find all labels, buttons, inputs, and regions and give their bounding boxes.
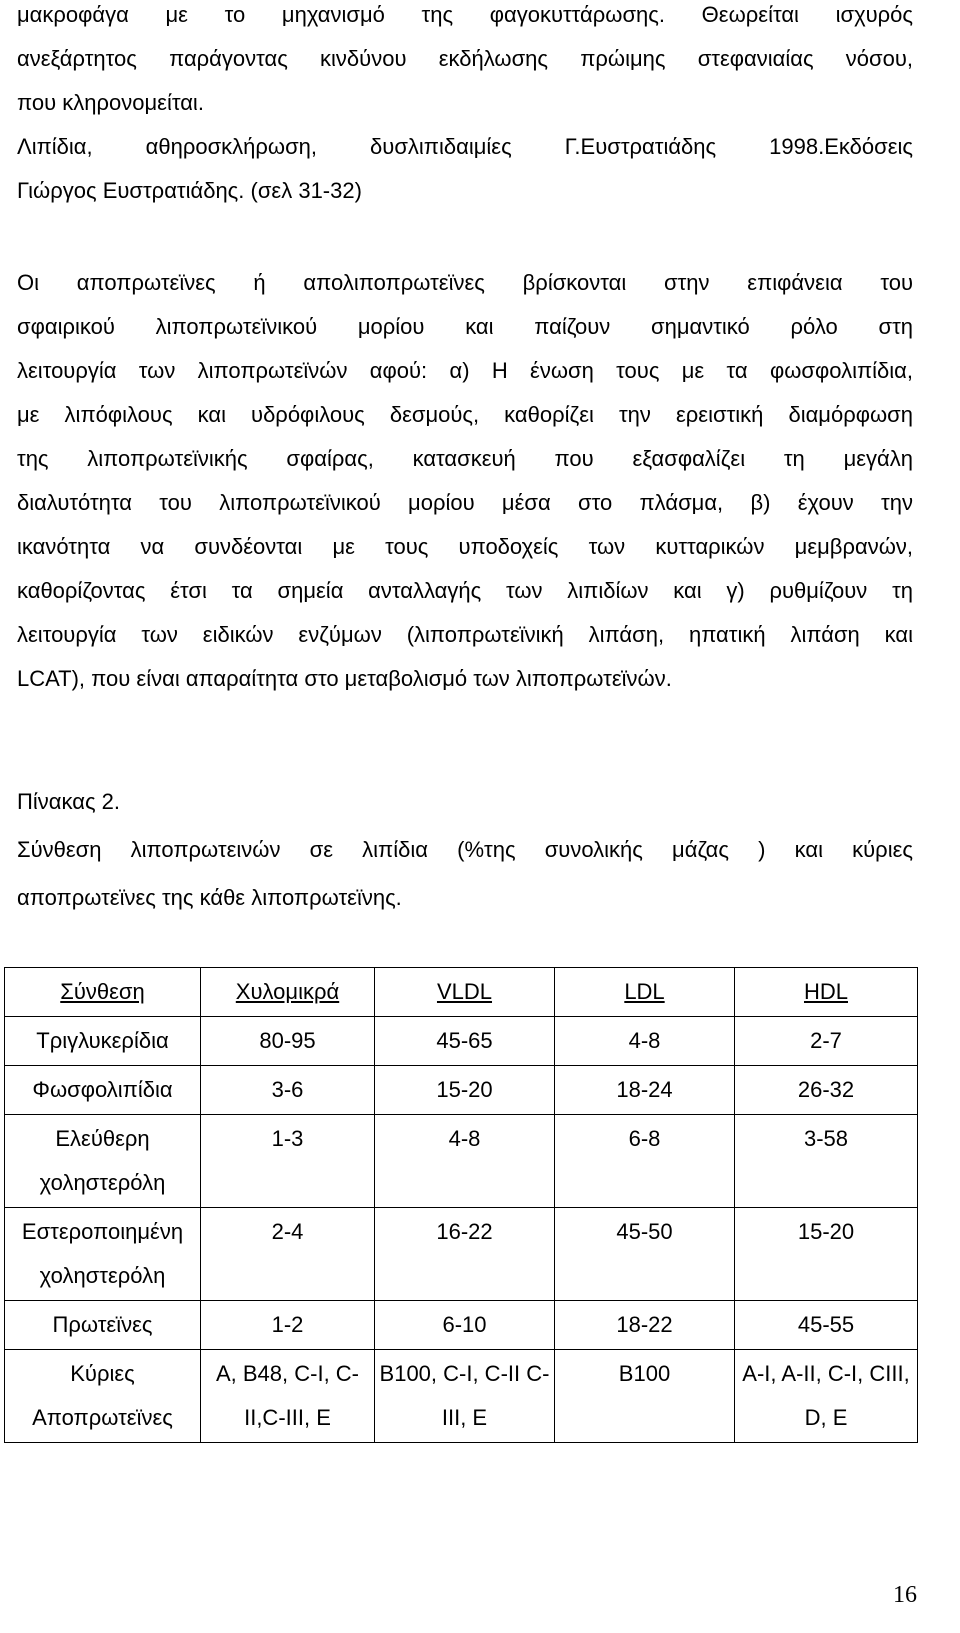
paragraph-2 <box>17 261 913 701</box>
table-cell: 4-8 <box>375 1115 555 1208</box>
table-cell: 4-8 <box>555 1017 735 1066</box>
table-row <box>5 1208 918 1301</box>
table-cell: 6-8 <box>555 1115 735 1208</box>
table-title: Πίνακας 2. <box>17 789 121 814</box>
table-cell: 2-7 <box>735 1017 918 1066</box>
table-cell: 18-24 <box>555 1066 735 1115</box>
lipoprotein-composition-table <box>4 967 918 1443</box>
column-header: HDL <box>735 968 918 1017</box>
table-cell: 26-32 <box>735 1066 918 1115</box>
row-label: Φωσφολιπίδια <box>5 1066 201 1115</box>
table-row <box>5 1301 918 1350</box>
table-cell: A, B48, C-I, C-II,C-III, E <box>201 1350 375 1443</box>
paragraph-1 <box>17 0 913 213</box>
citation-line: Γιώργος Ευστρατιάδης. (σελ 31-32) <box>17 178 362 203</box>
table-cell: 3-58 <box>735 1115 918 1208</box>
table-row <box>5 1350 918 1443</box>
table-header-row <box>5 968 918 1017</box>
text-line: Οι αποπρωτεϊνες ή απολιποπρωτεϊνες βρίσκονται στην επιφάνεια του <box>17 270 913 295</box>
table-row <box>5 1115 918 1208</box>
text-line: λειτουργία των λιποπρωτεϊνών αφού: α) Η ένωση τους με τα φωσφολιπίδια, <box>17 358 913 383</box>
table-row <box>5 1017 918 1066</box>
text-line: ανεξάρτητος παράγοντας κινδύνου εκδήλωσης πρώιμης στεφανιαίας νόσου, <box>17 46 913 71</box>
table-cell: 45-65 <box>375 1017 555 1066</box>
text-line: LCAT), που είναι απαραίτητα στο μεταβολισμό των λιποπρωτεϊνών. <box>17 666 672 691</box>
table-cell: 16-22 <box>375 1208 555 1301</box>
table-cell: 15-20 <box>735 1208 918 1301</box>
citation-line: Λιπίδια, αθηροσκλήρωση, δυσλιπιδαιμίες Γ.Ευστρατιάδης 1998.Εκδόσεις <box>17 134 913 159</box>
row-label: Κύριες Αποπρωτεϊνες <box>5 1350 201 1443</box>
table-cell: 3-6 <box>201 1066 375 1115</box>
table-row <box>5 1066 918 1115</box>
table-cell: 1-3 <box>201 1115 375 1208</box>
column-header: Χυλομικρά <box>201 968 375 1017</box>
table-caption <box>17 778 913 922</box>
table-caption-line: Σύνθεση λιποπρωτεινών σε λιπίδια (%της συνολικής μάζας ) και κύριες <box>17 837 913 862</box>
text-line: με λιπόφιλους και υδρόφιλους δεσμούς, καθορίζει την ερειστική διαμόρφωση <box>17 402 913 427</box>
page-number: 16 <box>893 1582 917 1608</box>
table-cell: A-I, A-II, C-I, CIII, D, E <box>735 1350 918 1443</box>
column-header: VLDL <box>375 968 555 1017</box>
column-header: Σύνθεση <box>5 968 201 1017</box>
table-cell: 2-4 <box>201 1208 375 1301</box>
table-cell: B100 <box>555 1350 735 1443</box>
column-header: LDL <box>555 968 735 1017</box>
text-line: μακροφάγα με το μηχανισμό της φαγοκυττάρωσης. Θεωρείται ισχυρός <box>17 2 913 27</box>
table-caption-line: αποπρωτεϊνες της κάθε λιποπρωτεϊνης. <box>17 885 402 910</box>
table-cell: 18-22 <box>555 1301 735 1350</box>
row-label: Πρωτεϊνες <box>5 1301 201 1350</box>
table-cell: 80-95 <box>201 1017 375 1066</box>
text-line: που κληρονομείται. <box>17 90 204 115</box>
text-line: της λιποπρωτεϊνικής σφαίρας, κατασκευή που εξασφαλίζει τη μεγάλη <box>17 446 913 471</box>
table-cell: 45-55 <box>735 1301 918 1350</box>
text-line: ικανότητα να συνδέονται με τους υποδοχείς των κυτταρικών μεμβρανών, <box>17 534 913 559</box>
text-line: διαλυτότητα του λιποπρωτεϊνικού μορίου μέσα στο πλάσμα, β) έχουν την <box>17 490 913 515</box>
table-cell: 15-20 <box>375 1066 555 1115</box>
table-cell: 6-10 <box>375 1301 555 1350</box>
table-cell: 1-2 <box>201 1301 375 1350</box>
text-line: καθορίζοντας έτσι τα σημεία ανταλλαγής των λιπιδίων και γ) ρυθμίζουν τη <box>17 578 913 603</box>
row-label: Εστεροποιημένη χοληστερόλη <box>5 1208 201 1301</box>
row-label: Τριγλυκερίδια <box>5 1017 201 1066</box>
row-label: Ελεύθερη χοληστερόλη <box>5 1115 201 1208</box>
table-cell: B100, C-I, C-II C-III, E <box>375 1350 555 1443</box>
text-line: λειτουργία των ειδικών ενζύμων (λιποπρωτεϊνική λιπάση, ηπατική λιπάση και <box>17 622 913 647</box>
table-cell: 45-50 <box>555 1208 735 1301</box>
text-line: σφαιρικού λιποπρωτεϊνικού μορίου και παίζουν σημαντικό ρόλο στη <box>17 314 913 339</box>
